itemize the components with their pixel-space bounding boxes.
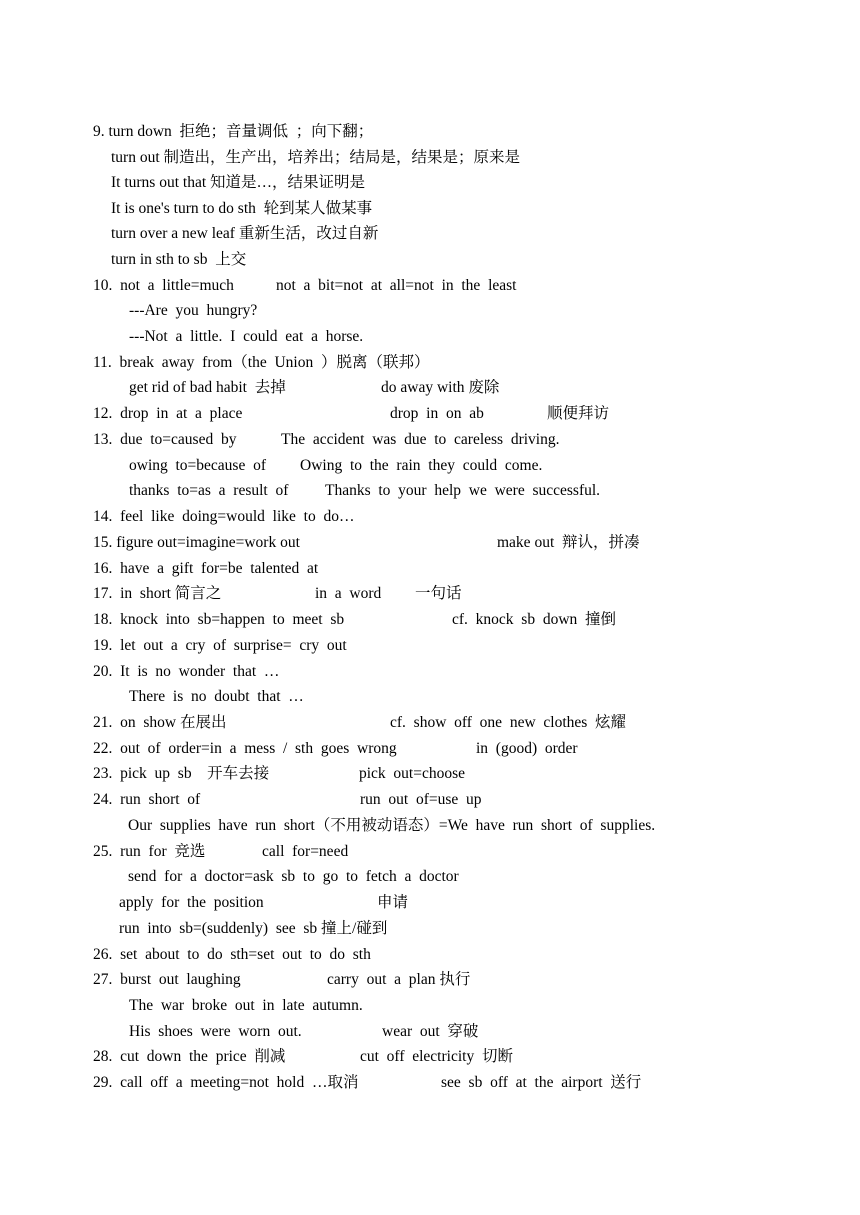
text-segment: cf. show off one new clothes 炫耀 — [390, 714, 627, 731]
text-segment: 顺便拜访 — [547, 405, 610, 422]
text-segment: 20. It is no wonder that … — [93, 663, 280, 680]
text-line — [0, 788, 860, 812]
text-line — [0, 994, 860, 1018]
text-line — [0, 557, 860, 581]
text-segment: apply for the position — [119, 894, 264, 911]
text-line — [0, 120, 860, 144]
text-segment: thanks to=as a result of — [129, 482, 289, 499]
text-line — [0, 171, 860, 195]
text-line — [0, 917, 860, 941]
text-line — [0, 968, 860, 992]
text-segment: His shoes were worn out. — [129, 1023, 302, 1040]
text-line — [0, 865, 860, 889]
text-segment: Owing to the rain they could come. — [300, 457, 543, 474]
text-segment: 29. call off a meeting=not hold …取消 — [93, 1074, 359, 1091]
text-line — [0, 891, 860, 915]
text-segment: The accident was due to careless driving. — [281, 431, 560, 448]
text-line — [0, 762, 860, 786]
text-segment: 21. on show 在展出 — [93, 714, 227, 731]
text-segment: 14. feel like doing=would like to do… — [93, 508, 355, 525]
text-segment: turn over a new leaf 重新生活，改过自新 — [111, 225, 379, 242]
text-line — [0, 146, 860, 170]
text-segment: turn out 制造出，生产出，培养出；结局是，结果是；原来是 — [111, 149, 521, 166]
text-segment: in a word — [315, 585, 382, 602]
text-segment: 10. not a little=much — [93, 277, 234, 294]
text-segment: call for=need — [262, 843, 349, 860]
text-segment: ---Not a little. I could eat a horse. — [129, 328, 364, 345]
text-line — [0, 660, 860, 684]
text-line — [0, 428, 860, 452]
text-segment: make out 辩认，拼凑 — [497, 534, 640, 551]
text-segment: 17. in short 简言之 — [93, 585, 222, 602]
text-segment: 28. cut down the price 削减 — [93, 1048, 286, 1065]
text-line — [0, 274, 860, 298]
text-segment: get rid of bad habit 去掉 — [129, 379, 286, 396]
text-segment: ---Are you hungry? — [129, 302, 258, 319]
text-segment: drop in on ab — [390, 405, 484, 422]
text-line — [0, 222, 860, 246]
text-line — [0, 608, 860, 632]
text-segment: not a bit=not at all=not in the least — [276, 277, 517, 294]
text-line — [0, 376, 860, 400]
text-segment: cut off electricity 切断 — [360, 1048, 513, 1065]
text-line — [0, 582, 860, 606]
text-segment: The war broke out in late autumn. — [129, 997, 363, 1014]
text-segment: carry out a plan 执行 — [327, 971, 471, 988]
text-segment: 11. break away from（the Union ）脱离（联邦） — [93, 354, 430, 371]
text-segment: 18. knock into sb=happen to meet sb — [93, 611, 345, 628]
text-segment: 12. drop in at a place — [93, 405, 243, 422]
text-line — [0, 197, 860, 221]
text-segment: 24. run short of — [93, 791, 201, 808]
text-segment: 19. let out a cry of surprise= cry out — [93, 637, 347, 654]
text-segment: It turns out that 知道是…，结果证明是 — [111, 174, 366, 191]
text-segment: turn in sth to sb 上交 — [111, 251, 247, 268]
text-segment: do away with 废除 — [381, 379, 500, 396]
text-segment: cf. knock sb down 撞倒 — [452, 611, 617, 628]
text-line — [0, 454, 860, 478]
text-line — [0, 1071, 860, 1095]
text-line — [0, 1045, 860, 1069]
text-segment: 13. due to=caused by — [93, 431, 237, 448]
text-line — [0, 1020, 860, 1044]
text-segment: pick out=choose — [359, 765, 466, 782]
text-segment: 一句话 — [415, 585, 462, 602]
text-segment: in (good) order — [476, 740, 578, 757]
text-line — [0, 634, 860, 658]
text-line — [0, 711, 860, 735]
text-line — [0, 685, 860, 709]
text-segment: There is no doubt that … — [129, 688, 304, 705]
text-segment: send for a doctor=ask sb to go to fetch a doctor — [128, 868, 459, 885]
text-segment: 22. out of order=in a mess / sth goes wrong — [93, 740, 397, 757]
text-segment: 15. figure out=imagine=work out — [93, 534, 300, 551]
text-segment: wear out 穿破 — [382, 1023, 479, 1040]
text-line — [0, 299, 860, 323]
text-line — [0, 505, 860, 529]
text-line — [0, 531, 860, 555]
text-segment: see sb off at the airport 送行 — [441, 1074, 642, 1091]
text-segment: Thanks to your help we were successful. — [325, 482, 601, 499]
text-segment: 26. set about to do sth=set out to do sth — [93, 946, 371, 963]
text-segment: Our supplies have run short（不用被动语态）=We have run short of supplies. — [128, 817, 656, 834]
text-segment: run into sb=(suddenly) see sb 撞上/碰到 — [119, 920, 388, 937]
text-segment: 27. burst out laughing — [93, 971, 241, 988]
text-segment: owing to=because of — [129, 457, 267, 474]
text-segment: 16. have a gift for=be talented at — [93, 560, 319, 577]
text-line — [0, 814, 860, 838]
text-segment: 申请 — [377, 894, 409, 911]
text-segment: run out of=use up — [360, 791, 482, 808]
text-segment: 23. pick up sb 开车去接 — [93, 765, 270, 782]
text-line — [0, 248, 860, 272]
text-line — [0, 351, 860, 375]
text-line — [0, 943, 860, 967]
text-line — [0, 479, 860, 503]
text-line — [0, 325, 860, 349]
text-segment: 9. turn down 拒绝；音量调低 ；向下翻； — [93, 123, 374, 140]
text-line — [0, 402, 860, 426]
text-segment: 25. run for 竞选 — [93, 843, 206, 860]
text-line — [0, 737, 860, 761]
text-segment: It is one's turn to do sth 轮到某人做某事 — [111, 200, 373, 217]
text-line — [0, 840, 860, 864]
